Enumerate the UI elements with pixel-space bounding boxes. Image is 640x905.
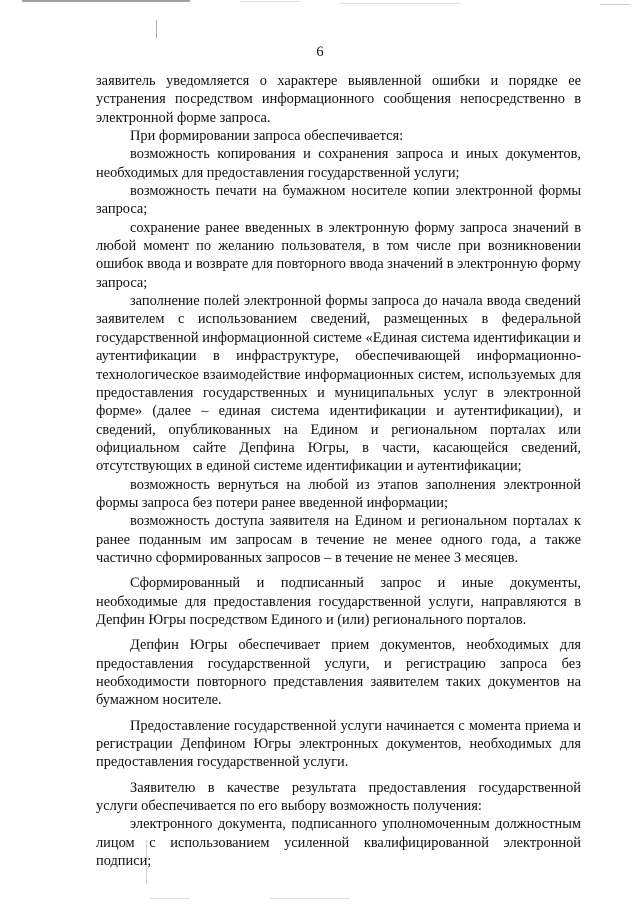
scan-artifact-line: [600, 4, 630, 5]
page-number: 6: [316, 44, 324, 60]
scan-artifact-line: [22, 0, 190, 2]
paragraph-print-copy: возможность печати на бумажном носителе копии электронной формы запроса;: [96, 183, 581, 218]
paragraph-return-to-step: возможность вернуться на любой из этапов заполнения электронной формы запроса без потери ранее введенной информации;: [96, 476, 581, 511]
scan-artifact-line: [240, 1, 300, 2]
paragraph-result-options: Заявителю в качестве результата предоставления государственной услуги обеспечивается по его выбору возможность получения:: [96, 779, 581, 815]
paragraph-service-start: Предоставление государственной услуги начинается с момента приема и регистрации Депфином Югры электронных документов, необходимых для предоставления государственной услуги.: [96, 717, 581, 771]
scan-artifact-mark: [156, 20, 157, 38]
document-body: [96, 72, 581, 870]
paragraph-copy-save: возможность копирования и сохранения запроса и иных документов, необходимых для предоставления государственной услуги;: [96, 146, 581, 181]
scan-artifact-line: [150, 898, 190, 899]
paragraph-submission: Сформированный и подписанный запрос и иные документы, необходимые для предоставления государственной услуги, направляются в Депфин Югры посредством Единого и (или) регионального порталов.: [96, 575, 581, 628]
paragraph-request-forming-intro: При формировании запроса обеспечивается:: [130, 128, 404, 145]
paragraph-access-requests: возможность доступа заявителя на Едином и региональном порталах к ранее поданным им запросам в течение не менее одного года, а также частично сформированных запросов – в течение не менее 3 месяцев.: [96, 513, 581, 566]
scan-artifact-line: [340, 3, 460, 4]
paragraph-error-notice: заявитель уведомляется о характере выявленной ошибки и порядке ее устранения посредством информационного сообщения непосредственно в электронной форме запроса.: [96, 73, 581, 126]
scan-artifact-line: [270, 898, 350, 899]
paragraph-prefill-fields: заполнение полей электронной формы запроса до начала ввода сведений заявителем с использованием сведений, размещенных в федеральной государственной информационной системе «Единая система идентификации и аутентификации в инфраструктуре, обеспечивающей информационно-технологическое взаимодействие информационных систем, используемых для предоставления государственных и муниципальных услуг в электронной форме» (далее – единая система идентификации и аутентификации), и сведений, опубликованных на Едином и региональном порталах или официальном сайте Депфина Югры, в части, касающейся сведений, отсутствующих в единой системе идентификации и аутентификации;: [96, 293, 581, 475]
paragraph-document-acceptance: Депфин Югры обеспечивает прием документов, необходимых для предоставления государственной услуги, и регистрацию запроса без необходимости повторного представления заявителем таких документов на бумажном носителе.: [96, 637, 581, 709]
paragraph-save-values: сохранение ранее введенных в электронную форму запроса значений в любой момент по желанию пользователя, в том числе при возникновении ошибок ввода и возврате для повторного ввода значений в электронную форму запроса;: [96, 219, 581, 291]
paragraph-electronic-document: электронного документа, подписанного уполномоченным должностным лицом с использованием усиленной квалифицированной электронной подписи;: [96, 816, 581, 870]
